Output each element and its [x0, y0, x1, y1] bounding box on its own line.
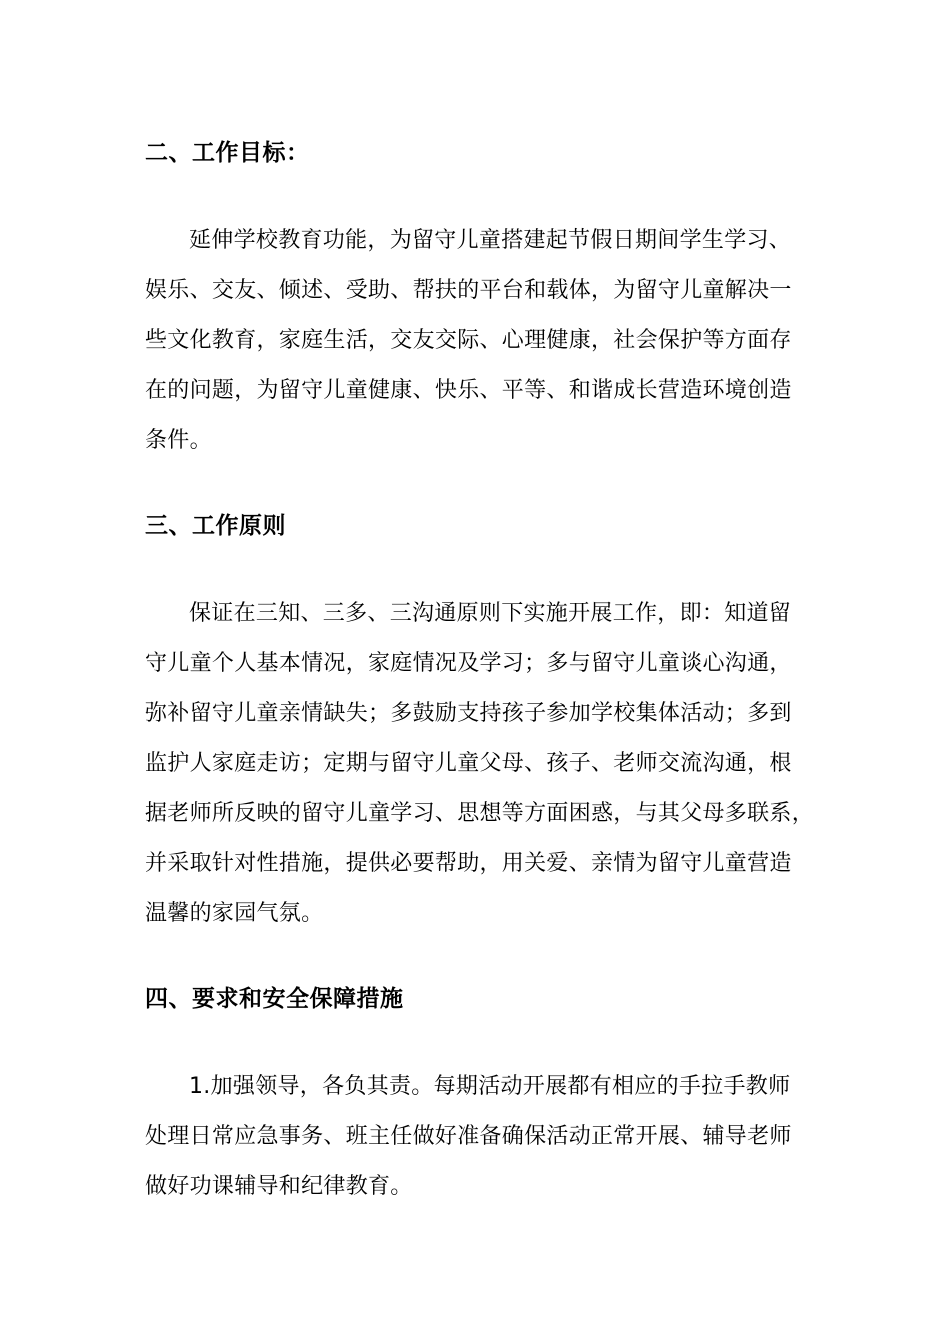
section-work-goals [145, 128, 825, 501]
section-paragraph [145, 589, 825, 939]
paragraph-line: 守儿童个人基本情况，家庭情况及学习；多与留守儿童谈心沟通， [145, 651, 792, 676]
section-heading: 二、工作目标： [145, 140, 310, 166]
paragraph-line: 在的问题，为留守儿童健康、快乐、平等、和谐成长营造环境创造 [145, 378, 792, 403]
section-requirements-safety [145, 974, 825, 1212]
paragraph-line: 并采取针对性措施，提供必要帮助，用关爱、亲情为留守儿童营造 [145, 851, 792, 876]
paragraph-line: 些文化教育，家庭生活，交友交际、心理健康，社会保护等方面存 [145, 328, 792, 353]
section-heading: 三、工作原则 [145, 513, 286, 539]
document-content [145, 128, 825, 1212]
section-heading: 四、要求和安全保障措施 [145, 986, 404, 1012]
paragraph-line: 处理日常应急事务、班主任做好准备确保活动正常开展、辅导老师 [145, 1124, 792, 1149]
paragraph-line: 弥补留守儿童亲情缺失；多鼓励支持孩子参加学校集体活动；多到 [145, 701, 792, 726]
paragraph-line: 温馨的家园气氛。 [145, 901, 324, 926]
paragraph-line: 1.加强领导，各负其责。每期活动开展都有相应的手拉手教师 [189, 1074, 791, 1099]
paragraph-line: 做好功课辅导和纪律教育。 [145, 1174, 413, 1199]
paragraph-line: 娱乐、交友、倾述、受助、帮扶的平台和载体，为留守儿童解决一 [145, 278, 792, 303]
paragraph-line: 条件。 [145, 428, 212, 453]
section-paragraph [145, 216, 825, 466]
section-work-principles [145, 501, 825, 974]
paragraph-line: 保证在三知、三多、三沟通原则下实施开展工作，即：知道留 [189, 601, 792, 626]
paragraph-line: 据老师所反映的留守儿童学习、思想等方面困惑，与其父母多联系， [145, 801, 815, 826]
section-paragraph [145, 1062, 825, 1212]
paragraph-line: 监护人家庭走访；定期与留守儿童父母、孩子、老师交流沟通，根 [145, 751, 792, 776]
paragraph-line: 延伸学校教育功能，为留守儿童搭建起节假日期间学生学习、 [189, 228, 792, 253]
